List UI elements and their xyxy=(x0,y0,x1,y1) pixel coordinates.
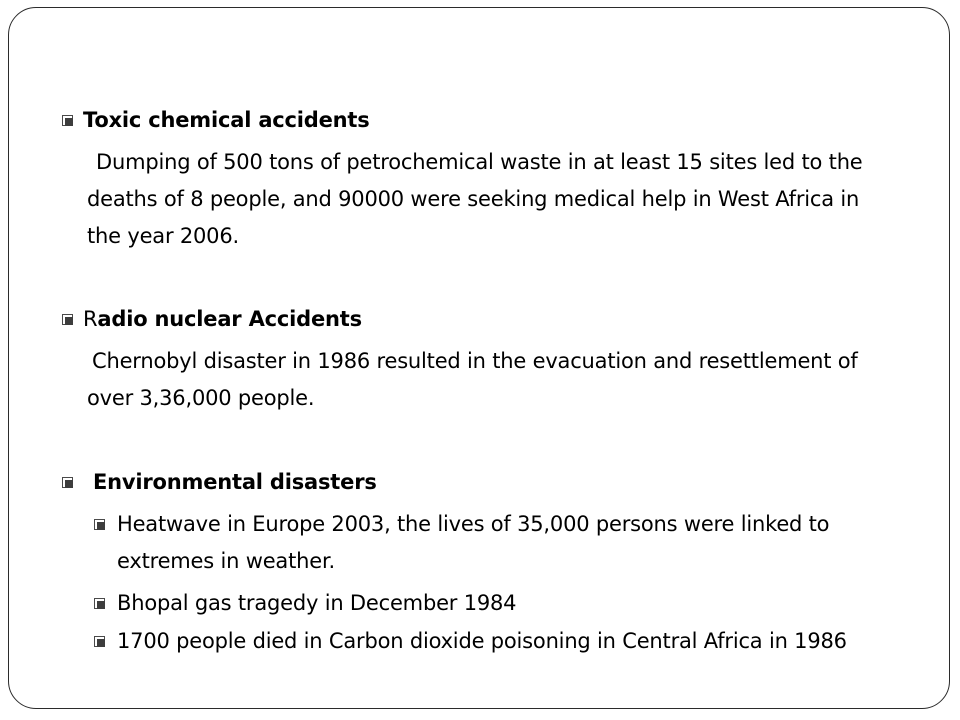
heading-initial: R xyxy=(83,307,98,331)
list-item-text: Bhopal gas tragedy in December 1984 xyxy=(117,591,517,615)
square-bullet-icon xyxy=(94,519,105,530)
square-bullet-icon xyxy=(62,477,73,488)
square-bullet-icon xyxy=(62,314,73,325)
list-item-bhopal xyxy=(94,585,904,622)
list-item-text: Heatwave in Europe 2003, the lives of 35,000 persons were linked to extremes in weather. xyxy=(117,512,830,573)
square-bullet-icon xyxy=(62,115,73,126)
paragraph-toxic-chemical: Dumping of 500 tons of petrochemical waste in at least 15 sites led to the deaths of 8 people, and 90000 were seeking medical help in West Africa in the year 2006. xyxy=(87,150,863,248)
list-item-carbon-dioxide xyxy=(94,623,904,660)
list-item-text: 1700 people died in Carbon dioxide poisoning in Central Africa in 1986 xyxy=(117,629,847,653)
heading-radio-nuclear xyxy=(62,301,362,338)
paragraph-radio-nuclear: Chernobyl disaster in 1986 resulted in the evacuation and resettlement of over 3,36,000 people. xyxy=(87,349,858,410)
heading-text: Environmental disasters xyxy=(93,470,377,494)
heading-environmental xyxy=(62,464,377,501)
list-item-heatwave xyxy=(94,506,904,580)
square-bullet-icon xyxy=(94,636,105,647)
heading-toxic-chemical xyxy=(62,102,370,139)
square-bullet-icon xyxy=(94,598,105,609)
heading-text: Toxic chemical accidents xyxy=(83,108,370,132)
heading-text: adio nuclear Accidents xyxy=(97,307,362,331)
